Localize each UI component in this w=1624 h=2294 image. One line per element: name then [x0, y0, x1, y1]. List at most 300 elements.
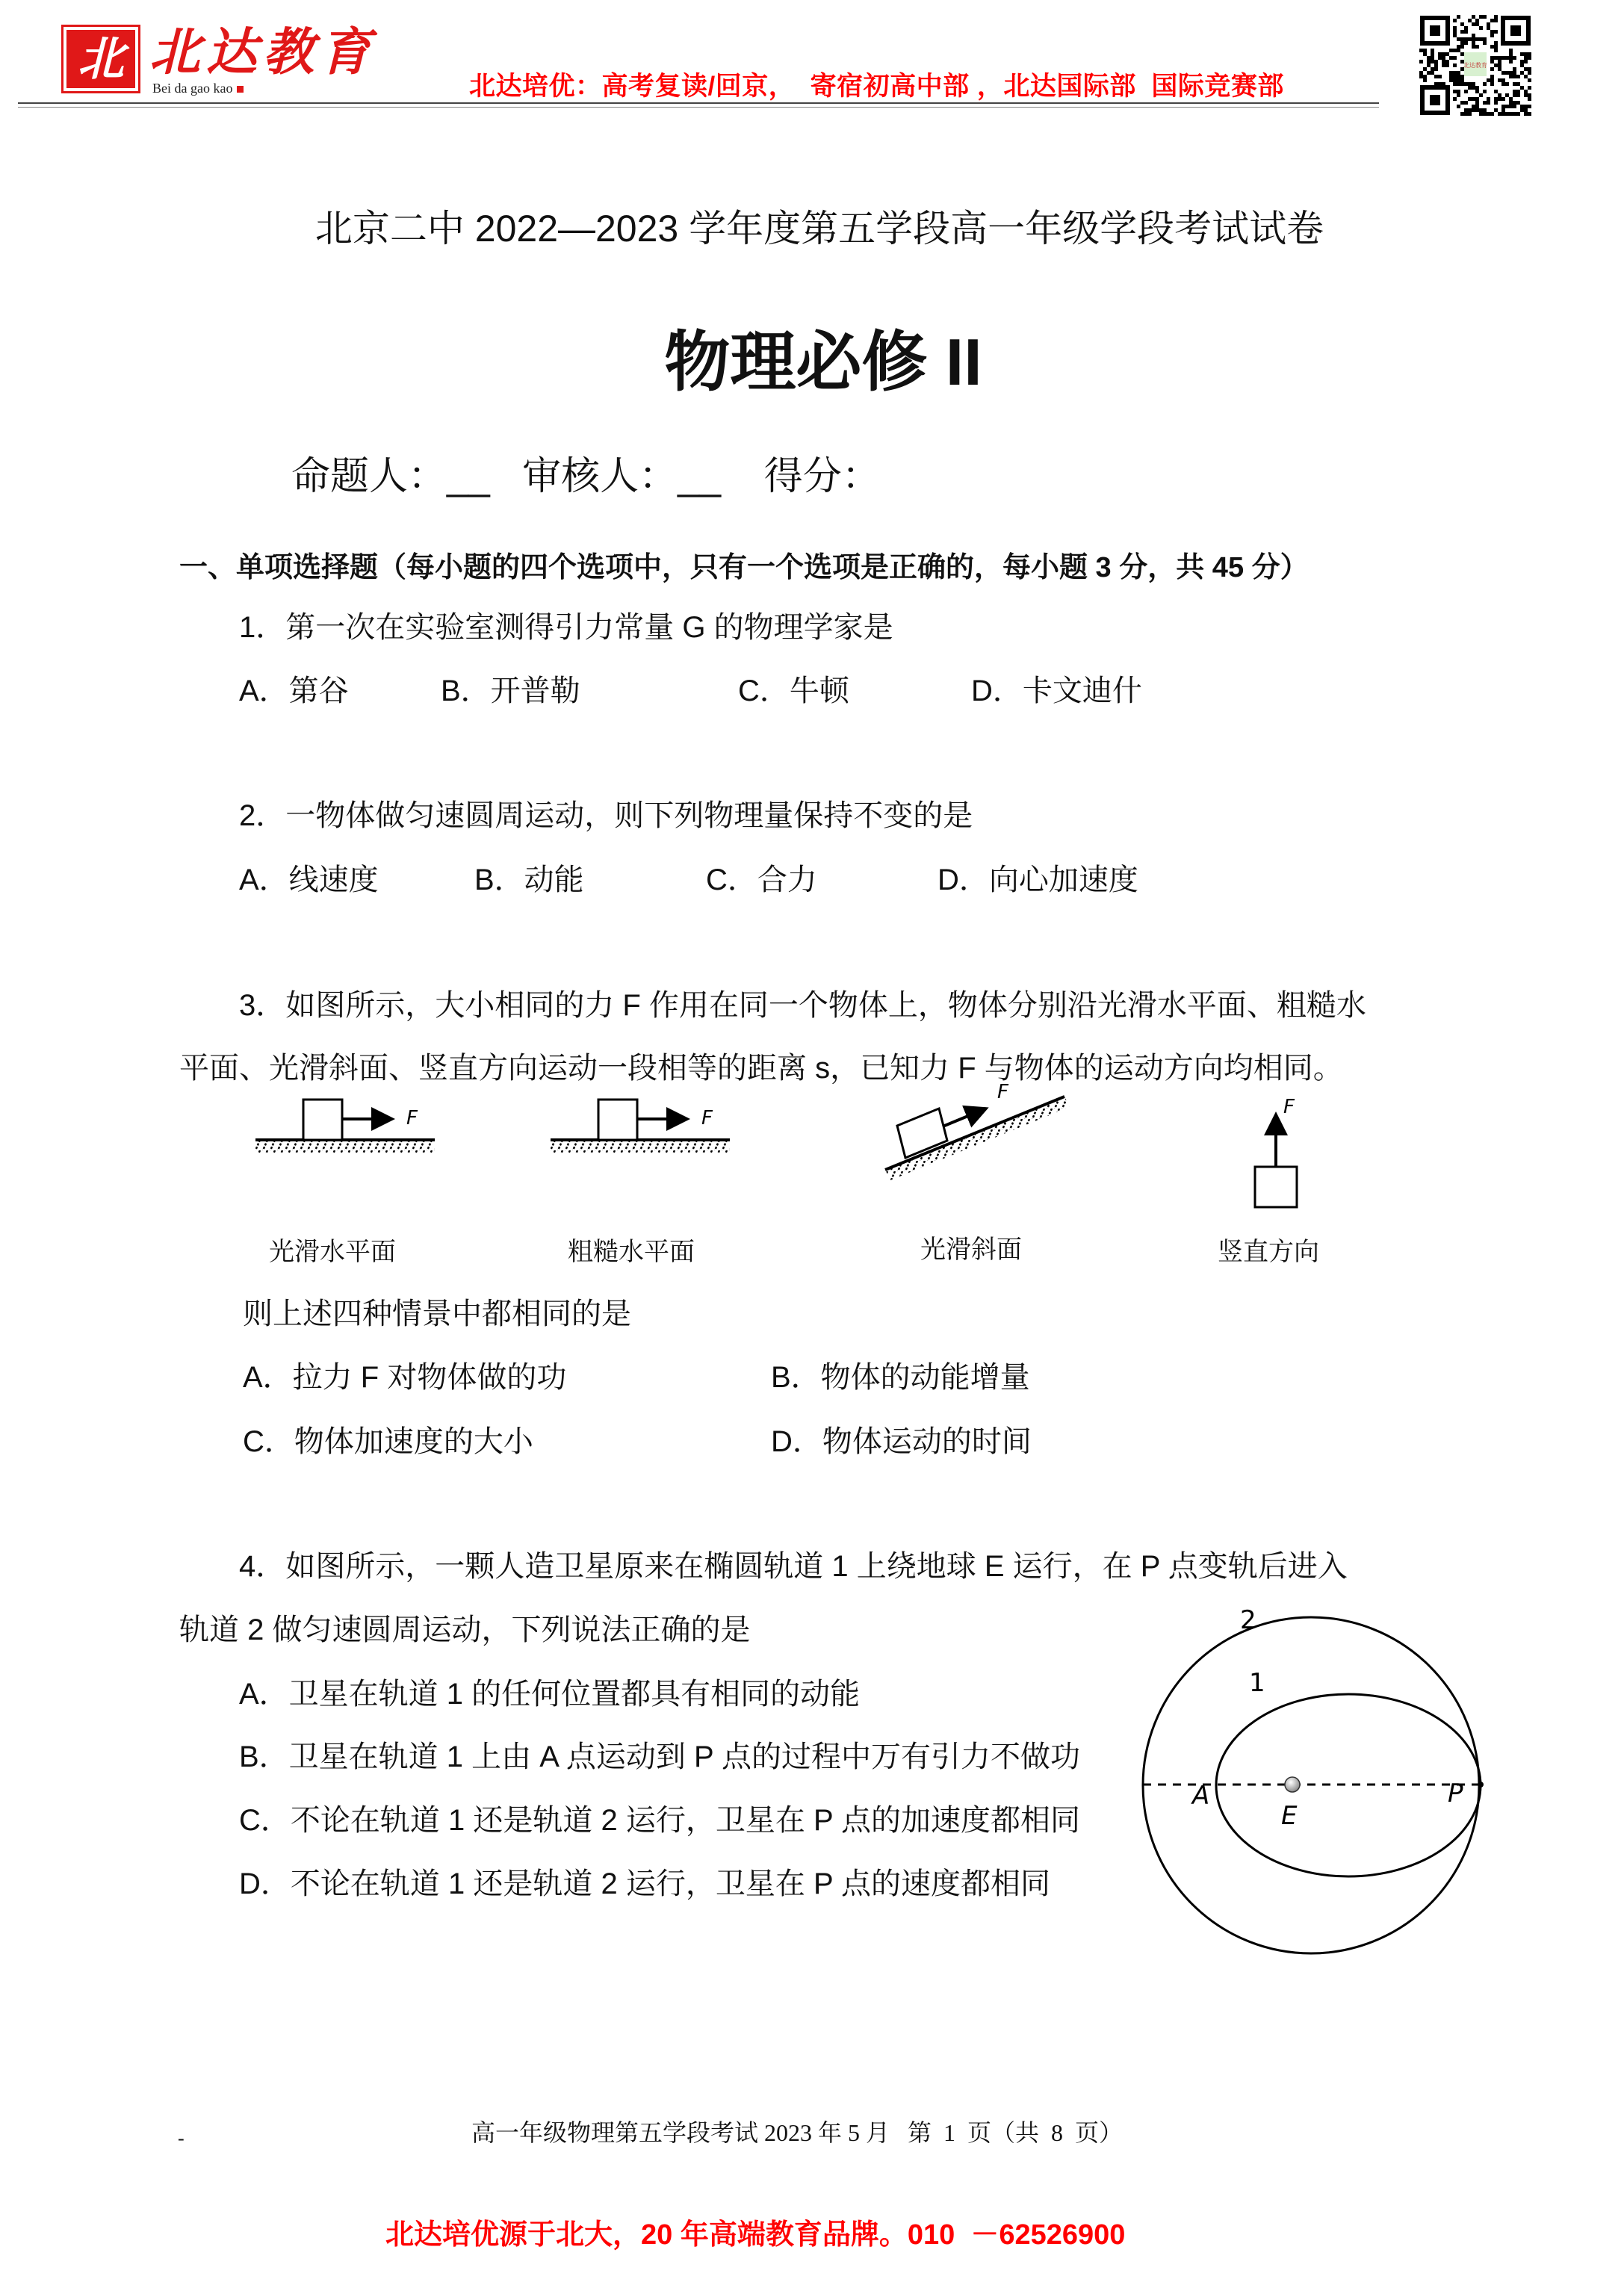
qr-cell	[1449, 56, 1453, 60]
question-3-prompt: 则上述四种情景中都相同的是	[243, 1298, 631, 1330]
qr-cell	[1516, 101, 1520, 105]
qr-cell	[1419, 71, 1423, 75]
point-p-dot	[1478, 1782, 1484, 1788]
qr-cell	[1460, 45, 1464, 49]
qr-cell	[1445, 63, 1449, 67]
orbit-1-label: 1	[1249, 1668, 1265, 1698]
qr-cell	[1460, 78, 1464, 82]
qr-cell	[1442, 63, 1445, 67]
qr-cell	[1423, 52, 1427, 56]
qr-finder-bl-inner	[1430, 95, 1440, 105]
qr-cell	[1501, 71, 1505, 75]
qr-cell	[1460, 82, 1464, 86]
scenario-smooth-incline	[885, 1081, 1070, 1180]
question-1-option-d: D．卡文迪什	[971, 675, 1142, 707]
qr-cell	[1520, 86, 1524, 90]
qr-cell	[1501, 78, 1505, 82]
qr-cell	[1472, 15, 1475, 19]
qr-cell	[1528, 105, 1531, 108]
qr-cell	[1468, 82, 1472, 86]
footer-dash: -	[178, 2127, 185, 2149]
qr-cell	[1468, 97, 1472, 101]
qr-cell	[1524, 52, 1528, 56]
qr-cell	[1494, 49, 1498, 52]
qr-cell	[1419, 49, 1423, 52]
qr-cell	[1442, 60, 1445, 63]
qr-cell	[1468, 19, 1472, 22]
qr-cell	[1453, 49, 1457, 52]
qr-cell	[1468, 86, 1472, 90]
block	[598, 1100, 637, 1140]
question-4-stem-line1: 4．如图所示，一颗人造卫星原来在椭圆轨道 1 上绕地球 E 运行，在 P 点变轨后进入	[239, 1550, 1348, 1583]
qr-cell	[1460, 41, 1464, 45]
qr-cell	[1464, 82, 1468, 86]
qr-cell	[1472, 108, 1475, 112]
qr-cell	[1487, 101, 1490, 105]
qr-cell	[1472, 86, 1475, 90]
qr-cell	[1505, 82, 1509, 86]
qr-cell	[1490, 56, 1494, 60]
qr-cell	[1505, 56, 1509, 60]
qr-cell	[1509, 112, 1513, 116]
qr-cell	[1453, 19, 1457, 22]
force-label: F	[997, 1081, 1008, 1103]
qr-cell	[1431, 49, 1434, 52]
qr-cell	[1528, 52, 1531, 56]
point-e-label: E	[1281, 1801, 1298, 1831]
qr-cell	[1457, 15, 1460, 19]
qr-cell	[1483, 37, 1487, 41]
qr-cell	[1460, 22, 1464, 26]
qr-cell	[1483, 82, 1487, 86]
question-4-option-a: A．卫星在轨道 1 的任何位置都具有相同的动能	[239, 1678, 861, 1711]
qr-cell	[1494, 56, 1498, 60]
question-2-option-c: C．合力	[706, 864, 817, 896]
qr-cell	[1490, 75, 1494, 78]
qr-cell	[1524, 93, 1528, 97]
qr-cell	[1453, 26, 1457, 30]
qr-cell	[1487, 97, 1490, 101]
qr-cell	[1479, 93, 1483, 97]
exam-title-text: 北京二中 2022—2023 学年度第五学段高一年级学段考试试卷	[314, 208, 1324, 249]
qr-cell	[1528, 97, 1531, 101]
qr-cell	[1490, 30, 1494, 34]
exam-meta: 命题人：__ 审核人：__ 得分：	[291, 455, 881, 498]
qr-cell	[1423, 78, 1427, 82]
qr-cell	[1520, 63, 1524, 67]
qr-center-label: 北达教育	[1463, 62, 1487, 69]
qr-cell	[1487, 22, 1490, 26]
qr-cell	[1524, 75, 1528, 78]
block	[303, 1100, 342, 1140]
force-arrow	[943, 1109, 986, 1126]
qr-cell	[1475, 22, 1479, 26]
qr-cell	[1457, 45, 1460, 49]
qr-cell	[1490, 82, 1494, 86]
qr-cell	[1490, 78, 1494, 82]
qr-cell	[1494, 41, 1498, 45]
subject-title	[0, 310, 1624, 404]
qr-cell	[1498, 78, 1501, 82]
question-3-option-d: D．物体运动的时间	[771, 1425, 1032, 1458]
qr-cell	[1483, 90, 1487, 93]
qr-cell	[1498, 67, 1501, 71]
qr-cell	[1457, 82, 1460, 86]
qr-cell	[1509, 49, 1513, 52]
question-1-option-c: C．牛顿	[738, 675, 849, 707]
qr-cell	[1475, 37, 1479, 41]
qr-cell	[1509, 60, 1513, 63]
qr-cell	[1475, 90, 1479, 93]
earth-icon	[1285, 1777, 1300, 1792]
qr-cell	[1498, 63, 1501, 67]
qr-cell	[1464, 108, 1468, 112]
caption-smooth-incline: 光滑斜面	[920, 1235, 1022, 1265]
qr-cell	[1494, 30, 1498, 34]
qr-cell	[1464, 90, 1468, 93]
qr-cell	[1434, 60, 1438, 63]
qr-cell	[1524, 56, 1528, 60]
qr-cell	[1483, 15, 1487, 19]
qr-cell	[1483, 41, 1487, 45]
qr-cell	[1501, 82, 1505, 86]
qr-cell	[1487, 26, 1490, 30]
qr-cell	[1513, 90, 1516, 93]
qr-cell	[1490, 45, 1494, 49]
qr-cell	[1460, 30, 1464, 34]
qr-cell	[1475, 97, 1479, 101]
qr-cell	[1475, 101, 1479, 105]
qr-cell	[1464, 41, 1468, 45]
qr-cell	[1468, 37, 1472, 41]
qr-cell	[1528, 112, 1531, 116]
qr-cell	[1475, 45, 1479, 49]
qr-cell	[1509, 52, 1513, 56]
qr-cell	[1505, 112, 1509, 116]
orbit-1-ellipse	[1216, 1694, 1481, 1876]
qr-cell	[1453, 71, 1457, 75]
logo-mark: 北	[66, 30, 135, 88]
ground-hatch	[551, 1141, 730, 1153]
footer-page-info	[0, 2114, 1624, 2148]
question-4-orbit-figure	[1121, 1606, 1569, 1965]
qr-cell	[1509, 71, 1513, 75]
qr-cell	[1464, 37, 1468, 41]
qr-cell	[1472, 82, 1475, 86]
question-2-option-b: B．动能	[474, 864, 584, 896]
qr-cell	[1513, 71, 1516, 75]
qr-cell	[1509, 56, 1513, 60]
question-3-figure	[239, 1081, 1360, 1210]
question-2-option-a: A．线速度	[239, 864, 379, 896]
qr-cell	[1516, 112, 1520, 116]
qr-cell	[1498, 93, 1501, 97]
qr-cell	[1513, 101, 1516, 105]
qr-cell	[1509, 97, 1513, 101]
qr-cell	[1438, 75, 1442, 78]
qr-cell	[1445, 60, 1449, 63]
force-label: F	[406, 1107, 418, 1129]
qr-cell	[1524, 67, 1528, 71]
qr-cell	[1475, 19, 1479, 22]
qr-cell	[1498, 97, 1501, 101]
qr-cell	[1460, 101, 1464, 105]
qr-cell	[1453, 78, 1457, 82]
qr-cell	[1419, 75, 1423, 78]
qr-cell	[1427, 63, 1431, 67]
qr-cell	[1423, 75, 1427, 78]
qr-cell	[1449, 75, 1453, 78]
qr-cell	[1505, 71, 1509, 75]
qr-cell	[1528, 86, 1531, 90]
qr-cell	[1472, 105, 1475, 108]
qr-cell	[1528, 67, 1531, 71]
qr-cell	[1464, 101, 1468, 105]
qr-cell	[1431, 56, 1434, 60]
qr-cell	[1494, 97, 1498, 101]
qr-cell	[1520, 52, 1524, 56]
qr-cell	[1449, 49, 1453, 52]
qr-cell	[1501, 112, 1505, 116]
qr-cell	[1513, 112, 1516, 116]
qr-cell	[1509, 101, 1513, 105]
qr-cell	[1464, 26, 1468, 30]
qr-cell	[1513, 56, 1516, 60]
qr-cell	[1509, 75, 1513, 78]
qr-cell	[1453, 82, 1457, 86]
qr-cell	[1479, 112, 1483, 116]
qr-cell	[1457, 93, 1460, 97]
question-1-option-a: A．第谷	[239, 675, 349, 707]
qr-cell	[1468, 108, 1472, 112]
qr-cell	[1513, 105, 1516, 108]
qr-cell	[1528, 78, 1531, 82]
qr-cell	[1460, 112, 1464, 116]
qr-cell	[1479, 15, 1483, 19]
qr-cell	[1472, 22, 1475, 26]
question-3-stem-line1: 3．如图所示，大小相同的力 F 作用在同一个物体上，物体分别沿光滑水平面、粗糙水	[239, 989, 1366, 1022]
qr-cell	[1513, 93, 1516, 97]
qr-cell	[1516, 93, 1520, 97]
question-4-stem-line2: 轨道 2 做匀速圆周运动，下列说法正确的是	[179, 1613, 751, 1646]
brand-logo	[61, 22, 405, 97]
qr-cell	[1520, 105, 1524, 108]
qr-cell	[1528, 56, 1531, 60]
qr-cell	[1479, 26, 1483, 30]
logo-subtitle	[152, 81, 244, 96]
qr-cell	[1464, 112, 1468, 116]
qr-cell	[1475, 105, 1479, 108]
point-a-label: A	[1192, 1781, 1210, 1811]
qr-cell	[1453, 90, 1457, 93]
caption-smooth-horizontal: 光滑水平面	[269, 1237, 396, 1267]
qr-cell	[1460, 52, 1464, 56]
qr-cell	[1501, 108, 1505, 112]
question-3-stem-line2: 平面、光滑斜面、竖直方向运动一段相等的距离 s，已知力 F 与物体的运动方向均相同。	[179, 1052, 1343, 1085]
qr-finder-tl-inner	[1430, 25, 1440, 36]
force-label: F	[1283, 1096, 1295, 1118]
subject-title-text: 物理必修 II	[664, 325, 982, 399]
block	[1255, 1167, 1297, 1207]
question-1-stem: 1．第一次在实验室测得引力常量 G 的物理学家是	[239, 611, 893, 644]
qr-cell	[1479, 108, 1483, 112]
exam-title	[0, 199, 1624, 252]
qr-cell	[1490, 67, 1494, 71]
qr-cell	[1498, 112, 1501, 116]
question-3-option-a: A．拉力 F 对物体做的功	[243, 1361, 567, 1394]
qr-cell	[1427, 60, 1431, 63]
qr-cell	[1487, 78, 1490, 82]
qr-cell	[1490, 60, 1494, 63]
qr-cell	[1438, 52, 1442, 56]
qr-cell	[1501, 56, 1505, 60]
qr-cell	[1479, 37, 1483, 41]
qr-cell	[1457, 71, 1460, 75]
qr-cell	[1434, 63, 1438, 67]
qr-cell	[1453, 56, 1457, 60]
qr-cell	[1423, 67, 1427, 71]
qr-cell	[1494, 45, 1498, 49]
qr-cell	[1438, 56, 1442, 60]
qr-cell	[1513, 75, 1516, 78]
qr-cell	[1460, 37, 1464, 41]
qr-cell	[1434, 67, 1438, 71]
point-p-label-visible: P	[1448, 1779, 1463, 1808]
qr-cell	[1457, 75, 1460, 78]
qr-cell	[1516, 75, 1520, 78]
qr-cell	[1490, 19, 1494, 22]
qr-cell	[1431, 71, 1434, 75]
qr-cell	[1453, 34, 1457, 37]
qr-cell	[1427, 56, 1431, 60]
scenario-smooth-horizontal	[255, 1100, 435, 1153]
qr-cell	[1520, 71, 1524, 75]
qr-cell	[1464, 30, 1468, 34]
qr-cell	[1449, 78, 1453, 82]
qr-cell	[1513, 67, 1516, 71]
question-1-option-b: B．开普勒	[441, 675, 580, 707]
qr-cell	[1472, 41, 1475, 45]
qr-cell	[1490, 34, 1494, 37]
qr-cell	[1472, 97, 1475, 101]
qr-cell	[1453, 63, 1457, 67]
qr-cell	[1457, 37, 1460, 41]
header-divider	[18, 102, 1379, 108]
qr-cell	[1501, 105, 1505, 108]
question-2-stem: 2．一物体做匀速圆周运动，则下列物理量保持不变的是	[239, 799, 973, 832]
qr-cell	[1494, 19, 1498, 22]
qr-cell	[1472, 45, 1475, 49]
question-2-option-d: D．向心加速度	[937, 864, 1138, 896]
qr-cell	[1498, 60, 1501, 63]
qr-cell	[1449, 71, 1453, 75]
qr-cell	[1513, 82, 1516, 86]
qr-cell	[1483, 112, 1487, 116]
logo-mark-box	[61, 25, 140, 93]
section-heading: 一、单项选择题（每小题的四个选项中，只有一个选项是正确的，每小题 3 分，共 45 分）	[179, 552, 1309, 583]
qr-cell	[1431, 67, 1434, 71]
qr-cell	[1501, 97, 1505, 101]
qr-cell	[1453, 30, 1457, 34]
qr-cell	[1494, 15, 1498, 19]
force-label: F	[701, 1107, 713, 1129]
qr-cell	[1453, 75, 1457, 78]
question-3-option-c: C．物体加速度的大小	[243, 1425, 533, 1458]
qr-cell	[1520, 108, 1524, 112]
qr-cell	[1457, 78, 1460, 82]
qr-cell	[1431, 52, 1434, 56]
qr-cell	[1457, 105, 1460, 108]
qr-cell	[1524, 108, 1528, 112]
ground-hatch	[255, 1141, 435, 1153]
qr-cell	[1487, 112, 1490, 116]
qr-cell	[1516, 82, 1520, 86]
qr-cell	[1524, 90, 1528, 93]
logo-dot	[237, 86, 244, 93]
qr-cell	[1434, 75, 1438, 78]
logo-text: 北达教育	[149, 22, 377, 82]
logo-subtitle-text: Bei da gao kao	[152, 81, 233, 96]
qr-cell	[1494, 63, 1498, 67]
qr-cell	[1494, 108, 1498, 112]
qr-cell	[1475, 86, 1479, 90]
qr-cell	[1445, 52, 1449, 56]
qr-cell	[1524, 60, 1528, 63]
qr-cell	[1419, 60, 1423, 63]
qr-cell	[1442, 56, 1445, 60]
qr-cell	[1460, 75, 1464, 78]
qr-cell	[1483, 108, 1487, 112]
qr-cell	[1524, 112, 1528, 116]
qr-cell	[1427, 71, 1431, 75]
qr-finder-tr-inner	[1510, 25, 1521, 36]
qr-cell	[1516, 90, 1520, 93]
scenario-vertical	[1255, 1096, 1297, 1207]
header-slogan: 北达培优：高考复读/回京， 寄宿初高中部 ，北达国际部 国际竞赛部	[469, 72, 1284, 101]
qr-cell	[1505, 105, 1509, 108]
qr-cell	[1472, 34, 1475, 37]
caption-vertical: 竖直方向	[1218, 1237, 1319, 1267]
qr-cell	[1524, 105, 1528, 108]
caption-rough-horizontal: 粗糙水平面	[568, 1237, 695, 1267]
qr-cell	[1423, 49, 1427, 52]
qr-cell	[1520, 60, 1524, 63]
qr-cell	[1431, 60, 1434, 63]
qr-code	[1419, 15, 1531, 116]
question-4-option-b: B．卫星在轨道 1 上由 A 点运动到 P 点的过程中万有引力不做功	[239, 1740, 1081, 1773]
footer-brand: 北达培优源于北大，20 年高端教育品牌。010 －62526900	[385, 2219, 1126, 2251]
qr-cell	[1494, 90, 1498, 93]
qr-cell	[1528, 71, 1531, 75]
question-4-option-c: C．不论在轨道 1 还是轨道 2 运行，卫星在 P 点的加速度都相同	[239, 1804, 1081, 1837]
qr-cell	[1509, 105, 1513, 108]
qr-cell	[1457, 90, 1460, 93]
question-3-option-b: B．物体的动能增量	[771, 1361, 1030, 1394]
qr-cell	[1472, 37, 1475, 41]
qr-cell	[1457, 49, 1460, 52]
qr-cell	[1483, 101, 1487, 105]
qr-cell	[1505, 93, 1509, 97]
footer-page-info-text: 高一年级物理第五学段考试 2023 年 5 月 第 1 页（共 8 页）	[471, 2119, 1123, 2146]
scenario-rough-horizontal	[551, 1100, 730, 1153]
orbit-2-label: 2	[1240, 1605, 1256, 1635]
qr-cell	[1468, 112, 1472, 116]
qr-cell	[1498, 56, 1501, 60]
qr-cell	[1494, 101, 1498, 105]
qr-cell	[1442, 52, 1445, 56]
qr-cell	[1475, 108, 1479, 112]
qr-cell	[1528, 93, 1531, 97]
